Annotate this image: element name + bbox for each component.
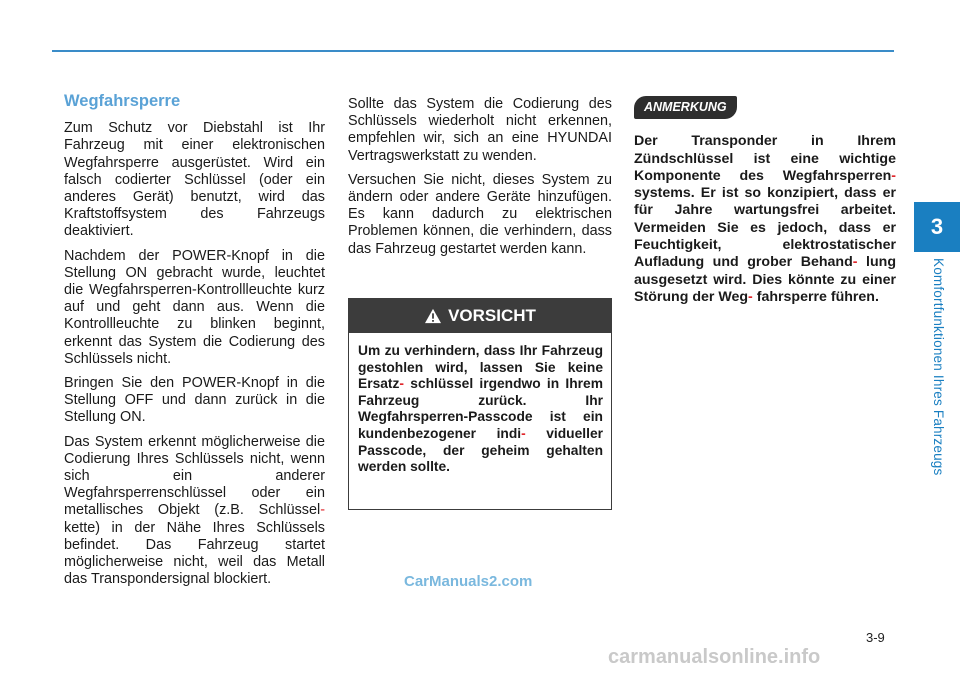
hyphen-mark: - — [891, 167, 896, 184]
hyphen-mark: - — [320, 502, 325, 519]
warning-triangle-icon — [424, 308, 442, 324]
section-heading: Wegfahrsperre — [64, 92, 181, 110]
paragraph: Sollte das System die Codierung des Schlüssels wiederholt nicht erkennen, empfehlen wir, sich an eine HYUNDAI Vertragswerkstatt zu wenden. — [348, 96, 612, 164]
caution-box — [348, 298, 612, 510]
chapter-number: 3 — [930, 214, 944, 239]
note-badge: ANMERKUNG — [634, 96, 737, 119]
paragraph — [64, 434, 325, 589]
hyphen-mark: - — [521, 425, 526, 441]
hyphen-mark: - — [748, 288, 753, 305]
caution-header — [349, 299, 611, 333]
page-number: 3-9 — [866, 630, 885, 645]
header-rule — [52, 50, 894, 52]
paragraph: Zum Schutz vor Diebstahl ist Ihr Fahrzeug mit einer elektronischen Wegfahrsperre ausgerüstet. Wird ein falsch codierter Schlüssel (oder ein anderes Gerät) benutzt, wird das Kraftstoffsystem des Fahrzeugs deaktiviert. — [64, 120, 325, 240]
hyphen-mark: - — [852, 254, 858, 271]
text-segment: Der Transponder in Ihrem Zündschlüssel ist eine wichtige Komponente des Wegfahrsperren — [634, 133, 896, 184]
caution-text — [349, 333, 611, 476]
watermark-middle: CarManuals2.com — [404, 573, 533, 590]
text-segment: schlüssel irgendwo in Ihrem Fahrzeug zurück. Ihr Wegfahrsperren-Passcode ist ein kundenbezogener indi — [358, 376, 603, 441]
paragraph: Nachdem der POWER-Knopf in die Stellung ON gebracht wurde, leuchtet die Wegfahrsperren-Kontrollleuchte kurz auf und geht dann aus. Wenn die Kontrollleuchte zu blinken beginnt, erkennt das System die Codierung des Schlüssels nicht. — [64, 247, 325, 367]
text-segment: fahrsperre führen. — [756, 288, 879, 305]
hyphen-mark: - — [399, 376, 405, 392]
paragraph: Versuchen Sie nicht, dieses System zu ändern oder andere Geräte hinzufügen. Es kann dadurch zu elektrischen Problemen können, die verhindern, dass das Fahrzeug gestartet werden kann. — [348, 171, 612, 257]
chapter-title: Komfortfunktionen Ihres Fahrzeugs — [931, 258, 946, 476]
chapter-tab — [914, 202, 960, 252]
text-segment: kette) in der Nähe Ihres Schlüssels befindet. Das Fahrzeug startet möglicherweise nicht, weil das Metall das Transpondersignal blockiert. — [64, 519, 325, 588]
paragraph: Bringen Sie den POWER-Knopf in die Stellung OFF und dann zurück in die Stellung ON. — [64, 375, 325, 426]
note-text — [634, 133, 896, 306]
text-segment: vidueller Passcode, der geheim gehalten werden sollte. — [358, 425, 603, 475]
watermark-bottom: carmanualsonline.info — [608, 646, 821, 668]
column-3 — [634, 96, 896, 313]
caution-title: VORSICHT — [448, 306, 536, 325]
text-segment: Um zu verhindern, dass Ihr Fahrzeug gestohlen wird, lassen Sie keine Ersatz — [358, 343, 603, 392]
column-2 — [348, 96, 612, 265]
text-segment: lung ausgesetzt wird. Dies könnte zu einer Störung der Weg — [634, 254, 896, 305]
text-segment: systems. Er ist so konzipiert, dass er für Jahre wartungsfrei arbeitet. Vermeiden Sie es jedoch, dass er Feuchtigkeit, elektrostatischer Aufladung und grober Behand — [634, 185, 896, 271]
column-1 — [64, 93, 325, 595]
text-segment: Das System erkennt möglicherweise die Codierung Ihres Schlüssels nicht, wenn sich ein anderer Wegfahrsperrenschlüssel oder ein metallisches Objekt (z.B. Schlüssel — [64, 433, 325, 519]
